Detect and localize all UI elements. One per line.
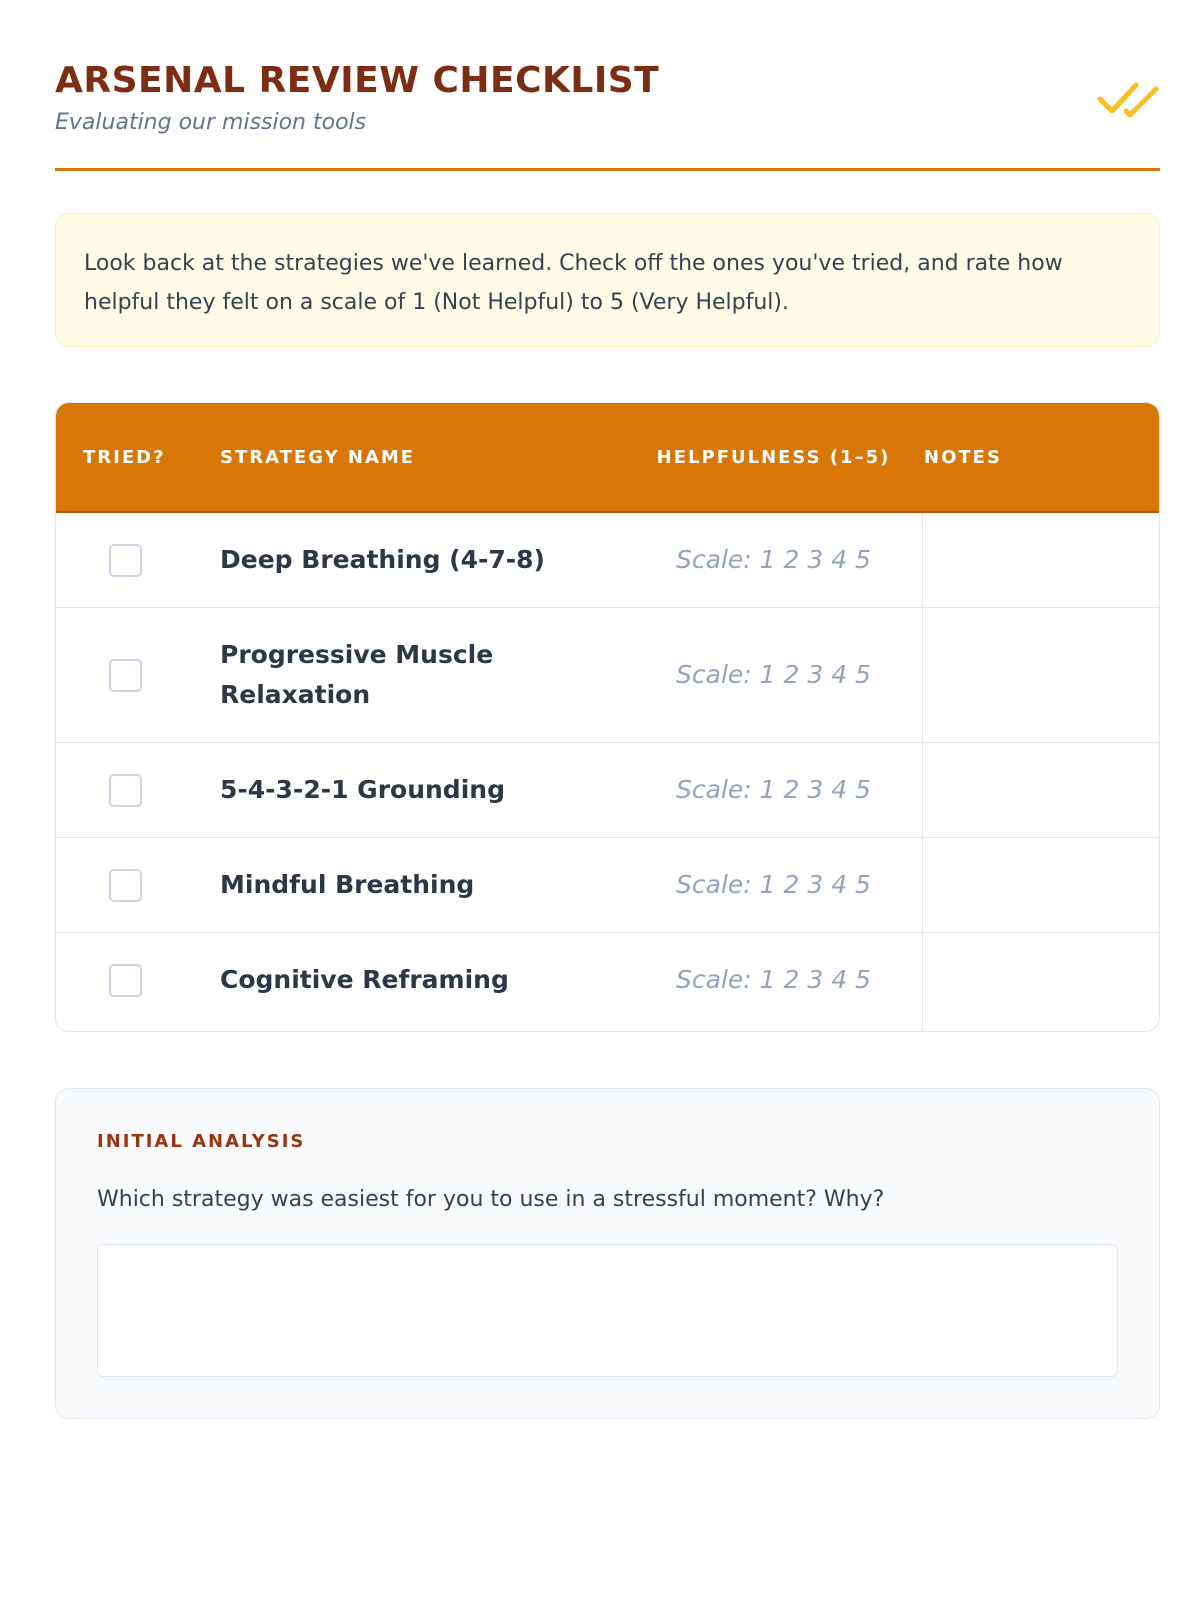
table-row	[56, 838, 1159, 933]
tried-checkbox[interactable]	[109, 964, 142, 997]
strategy-name: Progressive Muscle Relaxation	[220, 640, 494, 709]
notes-cell[interactable]	[922, 513, 923, 607]
column-header-helpfulness: HELPFULNESS (1–5)	[656, 446, 891, 468]
helpfulness-scale[interactable]: Scale: 1 2 3 4 5	[676, 870, 871, 899]
section-label: INITIAL ANALYSIS	[97, 1131, 306, 1152]
table-row	[56, 608, 1159, 743]
tried-checkbox[interactable]	[109, 544, 142, 577]
strategy-table	[55, 402, 1160, 1032]
tried-checkbox[interactable]	[109, 869, 142, 902]
table-row	[56, 743, 1159, 838]
initial-analysis-section	[55, 1088, 1160, 1419]
page-subtitle: Evaluating our mission tools	[55, 110, 367, 135]
notes-cell[interactable]	[922, 743, 923, 837]
table-row	[56, 933, 1159, 1032]
instructions-box: Look back at the strategies we've learned. Check off the ones you've tried, and rate how helpful they felt on a scale of 1 (Not Helpful) to 5 (Very Helpful).	[55, 213, 1160, 347]
notes-cell[interactable]	[922, 608, 923, 742]
answer-field[interactable]	[97, 1244, 1118, 1377]
helpfulness-scale[interactable]: Scale: 1 2 3 4 5	[676, 545, 871, 574]
helpfulness-scale[interactable]: Scale: 1 2 3 4 5	[676, 775, 871, 804]
strategy-name: 5-4-3-2-1 Grounding	[220, 775, 505, 804]
column-header-tried: TRIED?	[83, 446, 166, 468]
column-header-strategy-name: STRATEGY NAME	[220, 446, 416, 468]
strategy-name: Cognitive Reframing	[220, 965, 509, 994]
page-title: ARSENAL REVIEW CHECKLIST	[55, 60, 660, 101]
tried-checkbox[interactable]	[109, 774, 142, 807]
table-header	[56, 403, 1159, 513]
double-check-icon	[1096, 77, 1160, 121]
strategy-name: Mindful Breathing	[220, 870, 475, 899]
notes-cell[interactable]	[922, 838, 923, 932]
notes-cell[interactable]	[922, 933, 923, 1032]
helpfulness-scale[interactable]: Scale: 1 2 3 4 5	[676, 660, 871, 689]
strategy-name: Deep Breathing (4-7-8)	[220, 545, 545, 574]
table-row	[56, 513, 1159, 608]
column-header-notes: NOTES	[924, 446, 1002, 468]
helpfulness-scale[interactable]: Scale: 1 2 3 4 5	[676, 965, 871, 994]
analysis-question: Which strategy was easiest for you to use in a stressful moment? Why?	[97, 1187, 885, 1212]
page-header	[55, 55, 1160, 171]
tried-checkbox[interactable]	[109, 659, 142, 692]
